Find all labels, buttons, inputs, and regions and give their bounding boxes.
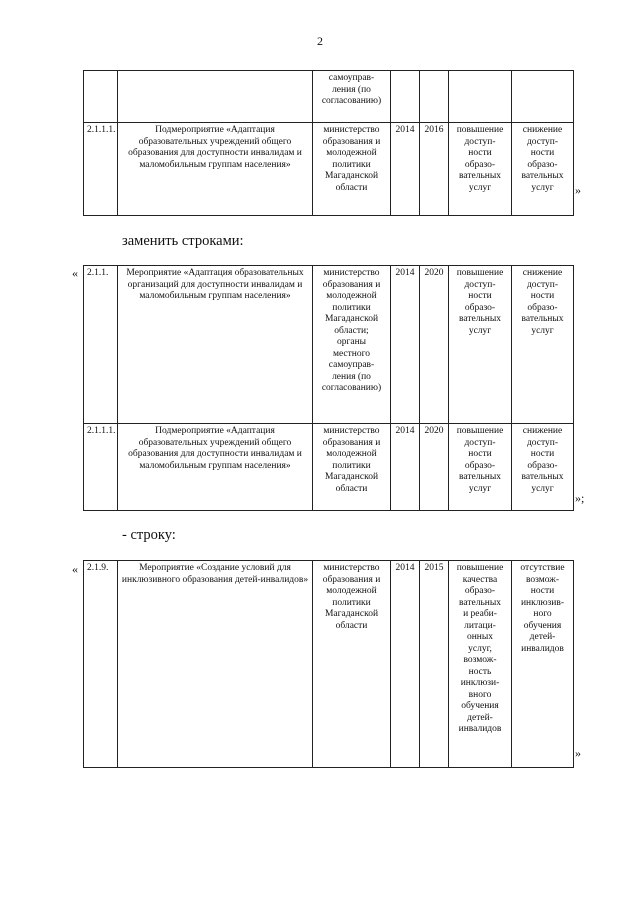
row-start-year: 2014 — [391, 424, 420, 511]
row-name — [118, 71, 313, 123]
fragment-middle-table — [83, 265, 574, 511]
row-number: 2.1.1.1. — [84, 424, 118, 511]
row-executor: министерство образования и молодежной политики Магаданской области; органы местного самоуправ- ления (по согласованию) — [313, 266, 391, 424]
row-name: Подмероприятие «Адаптация образовательных учреждений общего образования для доступности инвалидам и маломобильным группам населения» — [118, 424, 313, 511]
row-risk: снижение доступ- ности образо- вательных услуг — [512, 266, 574, 424]
row-number: 2.1.1.1. — [84, 123, 118, 216]
row-name: Мероприятие «Создание условий для инклюзивного образования детей-инвалидов» — [118, 561, 313, 768]
row-result: повышение качества образо- вательных и реаби- литаци- онных услуг, возмож- ность инклюзи- вного обучения детей- инвалидов — [449, 561, 512, 768]
closing-quote: » — [575, 183, 581, 197]
row-start-year: 2014 — [391, 266, 420, 424]
caption-row: - строку: — [122, 527, 176, 543]
row-risk: отсутствие возмож- ности инклюзив- ного обучения детей- инвалидов — [512, 561, 574, 768]
row-start-year: 2014 — [391, 123, 420, 216]
table-row — [84, 424, 574, 511]
row-executor: министерство образования и молодежной политики Магаданской области — [313, 424, 391, 511]
row-end-year: 2015 — [420, 561, 449, 768]
row-start-year: 2014 — [391, 561, 420, 768]
row-risk: снижение доступ- ности образо- вательных услуг — [512, 424, 574, 511]
row-name: Мероприятие «Адаптация образовательных организаций для доступности инвалидам и маломобильным группам населения» — [118, 266, 313, 424]
table-row — [84, 71, 574, 123]
row-executor: самоуправ- ления (по согласованию) — [313, 71, 391, 123]
fragment-top-table — [83, 70, 574, 216]
row-executor: министерство образования и молодежной политики Магаданской области — [313, 123, 391, 216]
closing-quote: »; — [575, 491, 585, 505]
row-result: повышение доступ- ности образо- вательных услуг — [449, 266, 512, 424]
row-number — [84, 71, 118, 123]
row-result: повышение доступ- ности образо- вательных услуг — [449, 424, 512, 511]
row-risk — [512, 71, 574, 123]
row-result: повышение доступ- ности образо- вательных услуг — [449, 123, 512, 216]
row-risk: снижение доступ- ности образо- вательных услуг — [512, 123, 574, 216]
row-end-year: 2020 — [420, 424, 449, 511]
row-end-year — [420, 71, 449, 123]
page-number: 2 — [317, 34, 323, 48]
fragment-bottom-table — [83, 560, 574, 768]
closing-quote: » — [575, 746, 581, 760]
table-row — [84, 123, 574, 216]
table-row — [84, 561, 574, 768]
row-result — [449, 71, 512, 123]
opening-quote: « — [72, 562, 78, 576]
row-executor: министерство образования и молодежной политики Магаданской области — [313, 561, 391, 768]
caption-replace-with-rows: заменить строками: — [122, 233, 244, 249]
row-number: 2.1.9. — [84, 561, 118, 768]
row-end-year: 2020 — [420, 266, 449, 424]
row-name: Подмероприятие «Адаптация образовательных учреждений общего образования для доступности инвалидам и маломобильным группам населения» — [118, 123, 313, 216]
opening-quote: « — [72, 266, 78, 280]
row-number: 2.1.1. — [84, 266, 118, 424]
table-row — [84, 266, 574, 424]
row-end-year: 2016 — [420, 123, 449, 216]
row-start-year — [391, 71, 420, 123]
